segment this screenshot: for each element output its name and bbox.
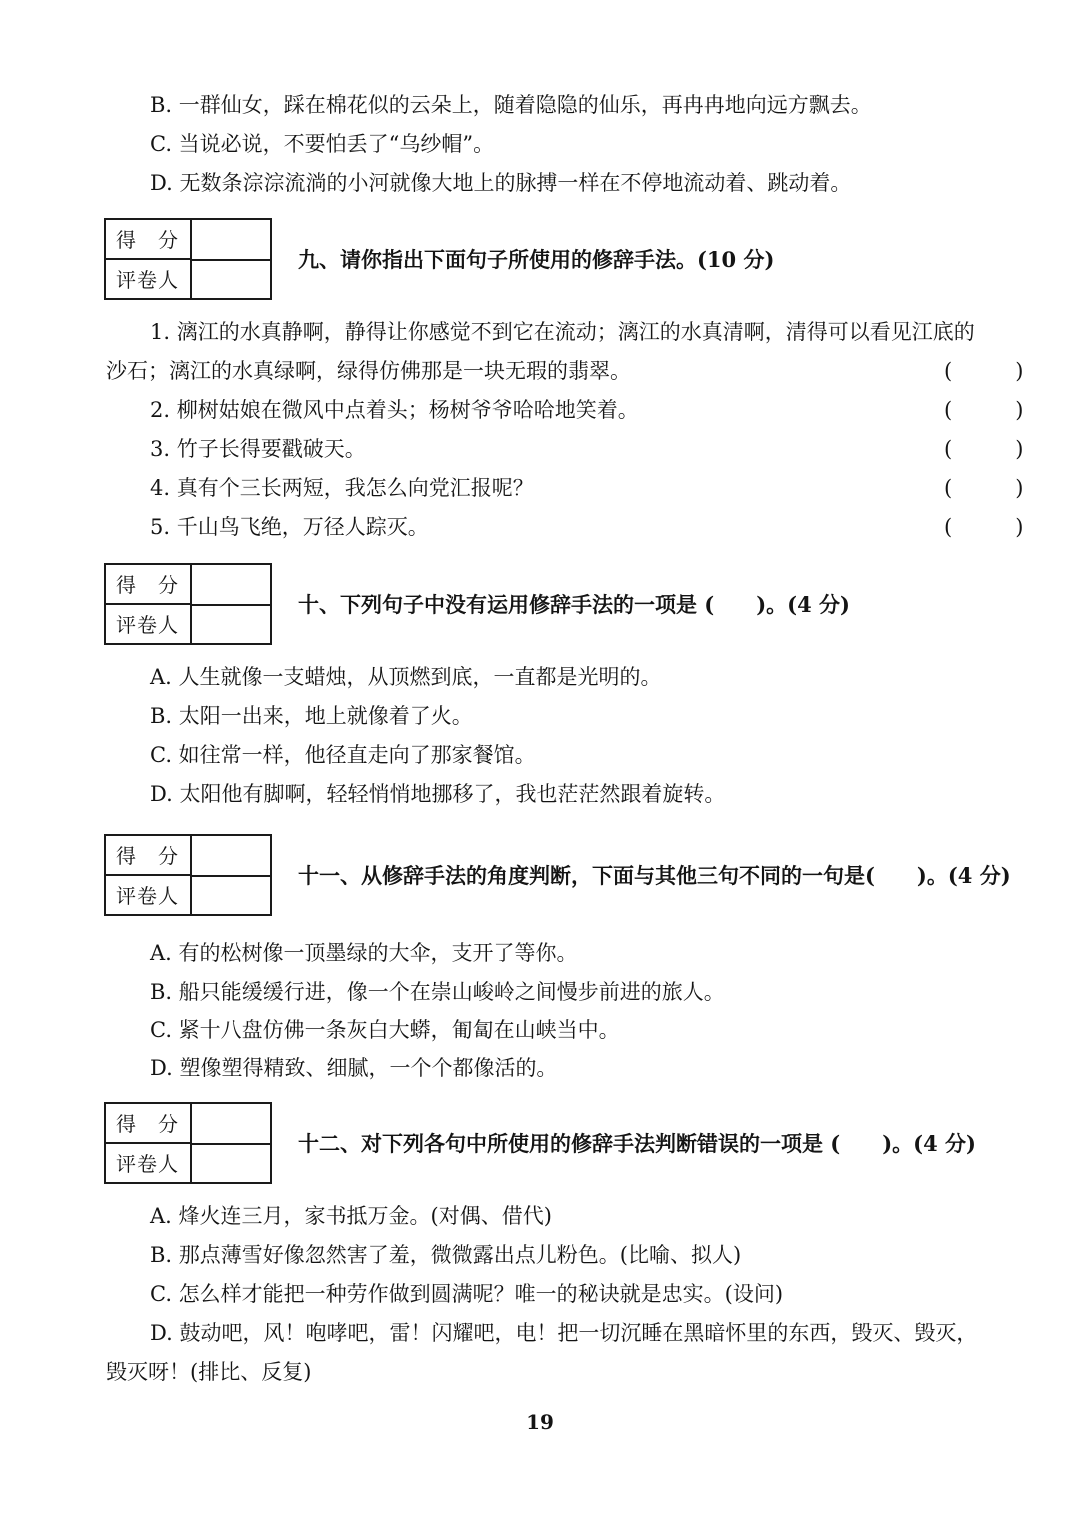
q9-item-1-line-2: 沙石；漓江的水真绿啊，绿得仿佛那是一块无瑕的翡翠。 [106, 359, 631, 383]
q9-item-5: 5. 千山鸟飞绝，万径人踪灭。 [150, 515, 429, 539]
score-label: 得 分 [106, 220, 190, 260]
grader-label: 评卷人 [116, 884, 179, 908]
answer-blank[interactable]: ( ) [944, 398, 1024, 422]
q11-option-d: D. 塑像塑得精致、细腻，一个个都像活的。 [150, 1056, 558, 1080]
question-12-heading: 十二、对下列各句中所使用的修辞手法判断错误的一项是 ( )。(4 分) [298, 1131, 976, 1156]
grader-field[interactable] [192, 261, 270, 300]
grader-field[interactable] [192, 877, 270, 916]
option-c: C. 当说必说，不要怕丢了“乌纱帽”。 [150, 132, 495, 156]
option-d: D. 无数条淙淙流淌的小河就像大地上的脉搏一样在不停地流动着、跳动着。 [150, 171, 852, 195]
question-9-heading: 九、请你指出下面句子所使用的修辞手法。(10 分) [298, 247, 775, 272]
grader-label: 评卷人 [116, 1152, 179, 1176]
score-label: 得 分 [106, 565, 190, 605]
q11-option-c: C. 紧十八盘仿佛一条灰白大蟒，匍匐在山峡当中。 [150, 1018, 620, 1042]
q10-option-d: D. 太阳他有脚啊，轻轻悄悄地挪移了，我也茫茫然跟着旋转。 [150, 782, 726, 806]
q9-item-1-line-1: 1. 漓江的水真静啊，静得让你感觉不到它在流动；漓江的水真清啊，清得可以看见江底的 [150, 320, 975, 344]
option-b: B. 一群仙女，踩在棉花似的云朵上，随着隐隐的仙乐，再冉冉地向远方飘去。 [150, 93, 872, 117]
answer-blank[interactable]: ( ) [944, 476, 1024, 500]
q12-option-c: C. 怎么样才能把一种劳作做到圆满呢？唯一的秘诀就是忠实。(设问) [150, 1282, 784, 1306]
q11-option-a: A. 有的松树像一顶墨绿的大伞，支开了等你。 [150, 941, 578, 965]
question-10-heading: 十、下列句子中没有运用修辞手法的一项是 ( )。(4 分) [298, 592, 850, 617]
score-field[interactable] [192, 220, 270, 259]
score-box-q11 [104, 834, 272, 916]
answer-blank[interactable]: ( ) [944, 515, 1024, 539]
score-box-q9 [104, 218, 272, 300]
answer-blank[interactable]: ( ) [944, 359, 1024, 383]
grader-label: 评卷人 [116, 268, 179, 292]
q9-item-2: 2. 柳树姑娘在微风中点着头；杨树爷爷哈哈地笑着。 [150, 398, 639, 422]
q9-item-4: 4. 真有个三长两短，我怎么向党汇报呢？ [150, 476, 534, 500]
grader-field[interactable] [192, 1145, 270, 1184]
grader-field[interactable] [192, 606, 270, 645]
score-field[interactable] [192, 836, 270, 875]
q12-option-d: D. 鼓动吧，风！咆哮吧，雷！闪耀吧，电！把一切沉睡在黑暗怀里的东西，毁灭、毁灭， [150, 1321, 978, 1345]
q10-option-c: C. 如往常一样，他径直走向了那家餐馆。 [150, 743, 536, 767]
q12-option-a: A. 烽火连三月，家书抵万金。(对偶、借代) [150, 1204, 552, 1228]
q10-option-b: B. 太阳一出来，地上就像着了火。 [150, 704, 473, 728]
q11-option-b: B. 船只能缓缓行进，像一个在崇山峻岭之间慢步前进的旅人。 [150, 980, 725, 1004]
score-label: 得 分 [106, 1104, 190, 1144]
page-number: 19 [526, 1410, 554, 1434]
score-field[interactable] [192, 1104, 270, 1143]
question-11-heading: 十一、从修辞手法的角度判断，下面与其他三句不同的一句是( )。(4 分) [298, 863, 1011, 888]
score-field[interactable] [192, 565, 270, 604]
q12-option-b: B. 那点薄雪好像忽然害了羞，微微露出点儿粉色。(比喻、拟人) [150, 1243, 742, 1267]
q10-option-a: A. 人生就像一支蜡烛，从顶燃到底，一直都是光明的。 [150, 665, 662, 689]
answer-blank[interactable]: ( ) [944, 437, 1024, 461]
score-box-q12 [104, 1102, 272, 1184]
q9-item-3: 3. 竹子长得要戳破天。 [150, 437, 366, 461]
score-box-q10 [104, 563, 272, 645]
grader-label: 评卷人 [116, 613, 179, 637]
q12-option-d-continued: 毁灭呀！(排比、反复) [106, 1360, 312, 1384]
score-label: 得 分 [106, 836, 190, 876]
